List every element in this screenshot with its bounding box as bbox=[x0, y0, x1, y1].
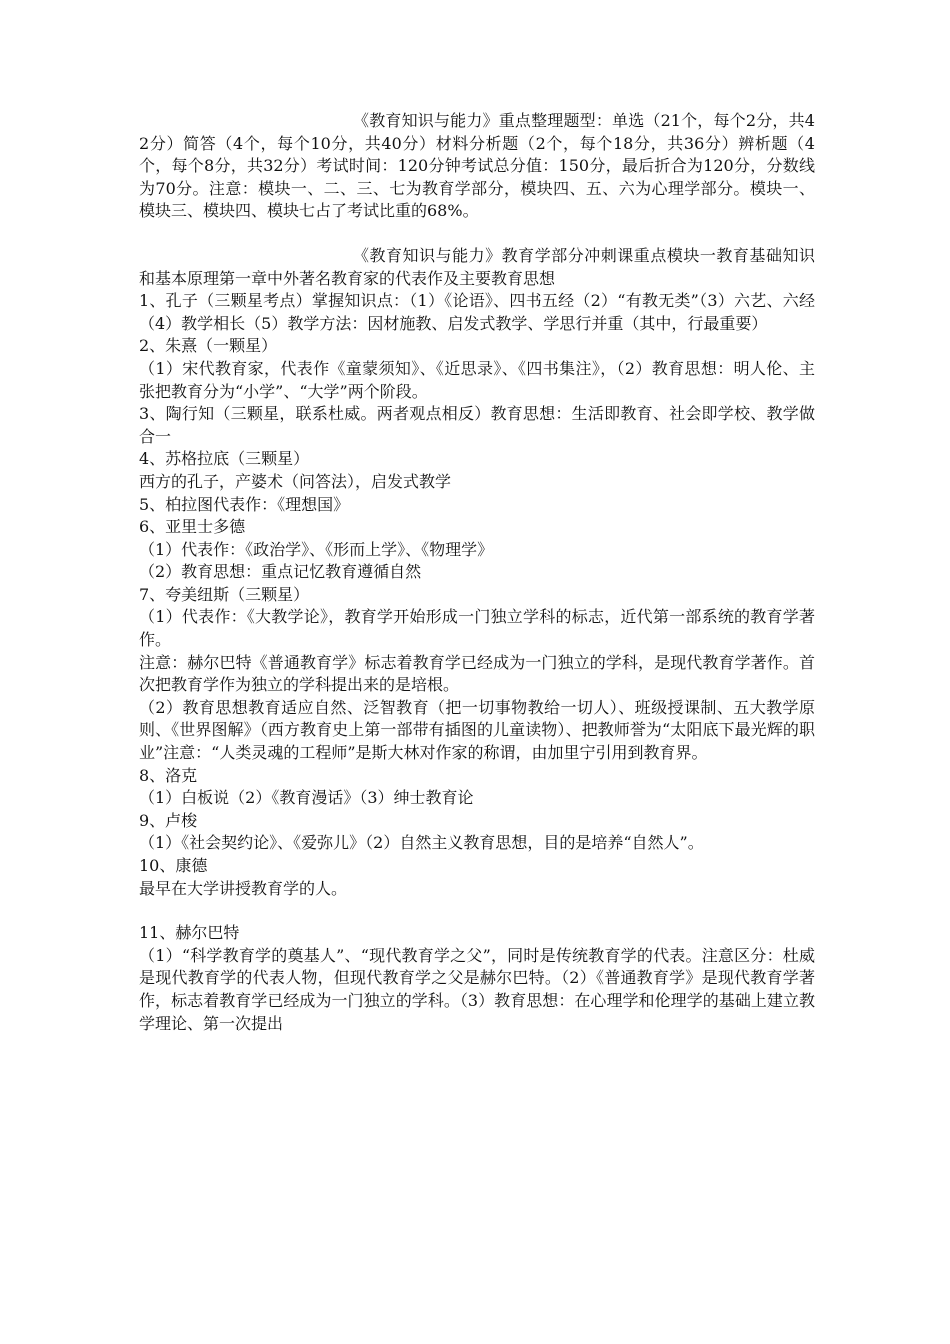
text-line: 1、孔子（三颗星考点）掌握知识点：（1）《论语》、四书五经（2）“有教无类”（3）六艺、六经（4）教学相长（5）教学方法：因材施教、启发式教学、学思行并重（其中，行最重要） bbox=[139, 291, 815, 333]
text-line: （2）教育思想：重点记忆教育遵循自然 bbox=[139, 562, 422, 582]
text-line: 5、柏拉图代表作：《理想国》 bbox=[139, 494, 350, 514]
text-line: 最早在大学讲授教育学的人。 bbox=[139, 878, 348, 898]
text-line: （1）白板说（2）《教育漫话》（3）绅士教育论 bbox=[139, 788, 474, 808]
text-line: （1）《社会契约论》、《爱弥儿》（2）自然主义教育思想，目的是培养“自然人”。 bbox=[139, 833, 704, 853]
spacer bbox=[139, 223, 815, 245]
content-lines bbox=[139, 290, 815, 900]
text-line: 11、赫尔巴特 bbox=[139, 923, 240, 943]
intro-paragraph: 《教育知识与能力》重点整理题型：单选（21个，每个2分，共42分）简答（4个，每个10分，共40分）材料分析题（2个，每个18分，共36分）辨析题（4个，每个8分，共32分）考试时间：120分钟考试总分值：150分，最后折合为120分，分数线为70分。注意：模块一、二、三、七为教育学部分，模块四、五、六为心理学部分。模块一、模块三、模块四、模块七占了考试比重的68%。 bbox=[139, 111, 815, 221]
text-line: 9、卢梭 bbox=[139, 810, 198, 830]
section-heading: 《教育知识与能力》教育学部分冲刺课重点模块一教育基础知识和基本原理第一章中外著名教育家的代表作及主要教育思想 bbox=[139, 245, 815, 288]
text-line: 注意：赫尔巴特《普通教育学》标志着教育学已经成为一门独立的学科，是现代教育学著作。首次把教育学作为独立的学科提出来的是培根。 bbox=[139, 652, 815, 695]
spacer bbox=[139, 900, 815, 922]
text-line: 4、苏格拉底（三颗星） bbox=[139, 449, 310, 469]
text-line: （1）代表作：《政治学》、《形而上学》、《物理学》 bbox=[139, 539, 494, 559]
text-line: （1）宋代教育家，代表作《童蒙须知》、《近思录》、《四书集注》，（2）教育思想：明人伦、主张把教育分为“小学”、“大学”两个阶段。 bbox=[139, 358, 815, 401]
text-line: 6、亚里士多德 bbox=[139, 517, 246, 537]
text-line: （2）教育思想教育适应自然、泛智教育（把一切事物教给一切人）、班级授课制、五大教学原则、《世界图解》（西方教育史上第一部带有插图的儿童读物）、把教师誉为“太阳底下最光辉的职业”注意：“人类灵魂的工程师”是斯大林对作家的称谓，由加里宁引用到教育界。 bbox=[139, 697, 815, 763]
text-line: 7、夸美纽斯（三颗星） bbox=[139, 584, 310, 604]
text-line: （1）代表作：《大教学论》，教育学开始形成一门独立学科的标志，近代第一部系统的教育学著作。 bbox=[139, 607, 815, 650]
text-line: 西方的孔子，产婆术（问答法），启发式教学 bbox=[139, 471, 452, 491]
document-body bbox=[139, 110, 815, 1035]
text-line: 8、洛克 bbox=[139, 765, 198, 785]
text-line: 10、康德 bbox=[139, 856, 208, 875]
text-line: （1）“科学教育学的奠基人”、“现代教育学之父”，同时是传统教育学的代表。注意区分：杜威是现代教育学的代表人物，但现代教育学之父是赫尔巴特。（2）《普通教育学》是现代教育学著作，标志着教育学已经成为一门独立的学科。（3）教育思想：在心理学和伦理学的基础上建立教学理论、第一次提出 bbox=[139, 945, 815, 1033]
text-line: 3、陶行知（三颗星，联系杜威。两者观点相反）教育思想：生活即教育、社会即学校、教学做合一 bbox=[139, 404, 815, 446]
content-lines-continued bbox=[139, 922, 815, 1035]
text-line: 2、朱熹（一颗星） bbox=[139, 336, 278, 356]
